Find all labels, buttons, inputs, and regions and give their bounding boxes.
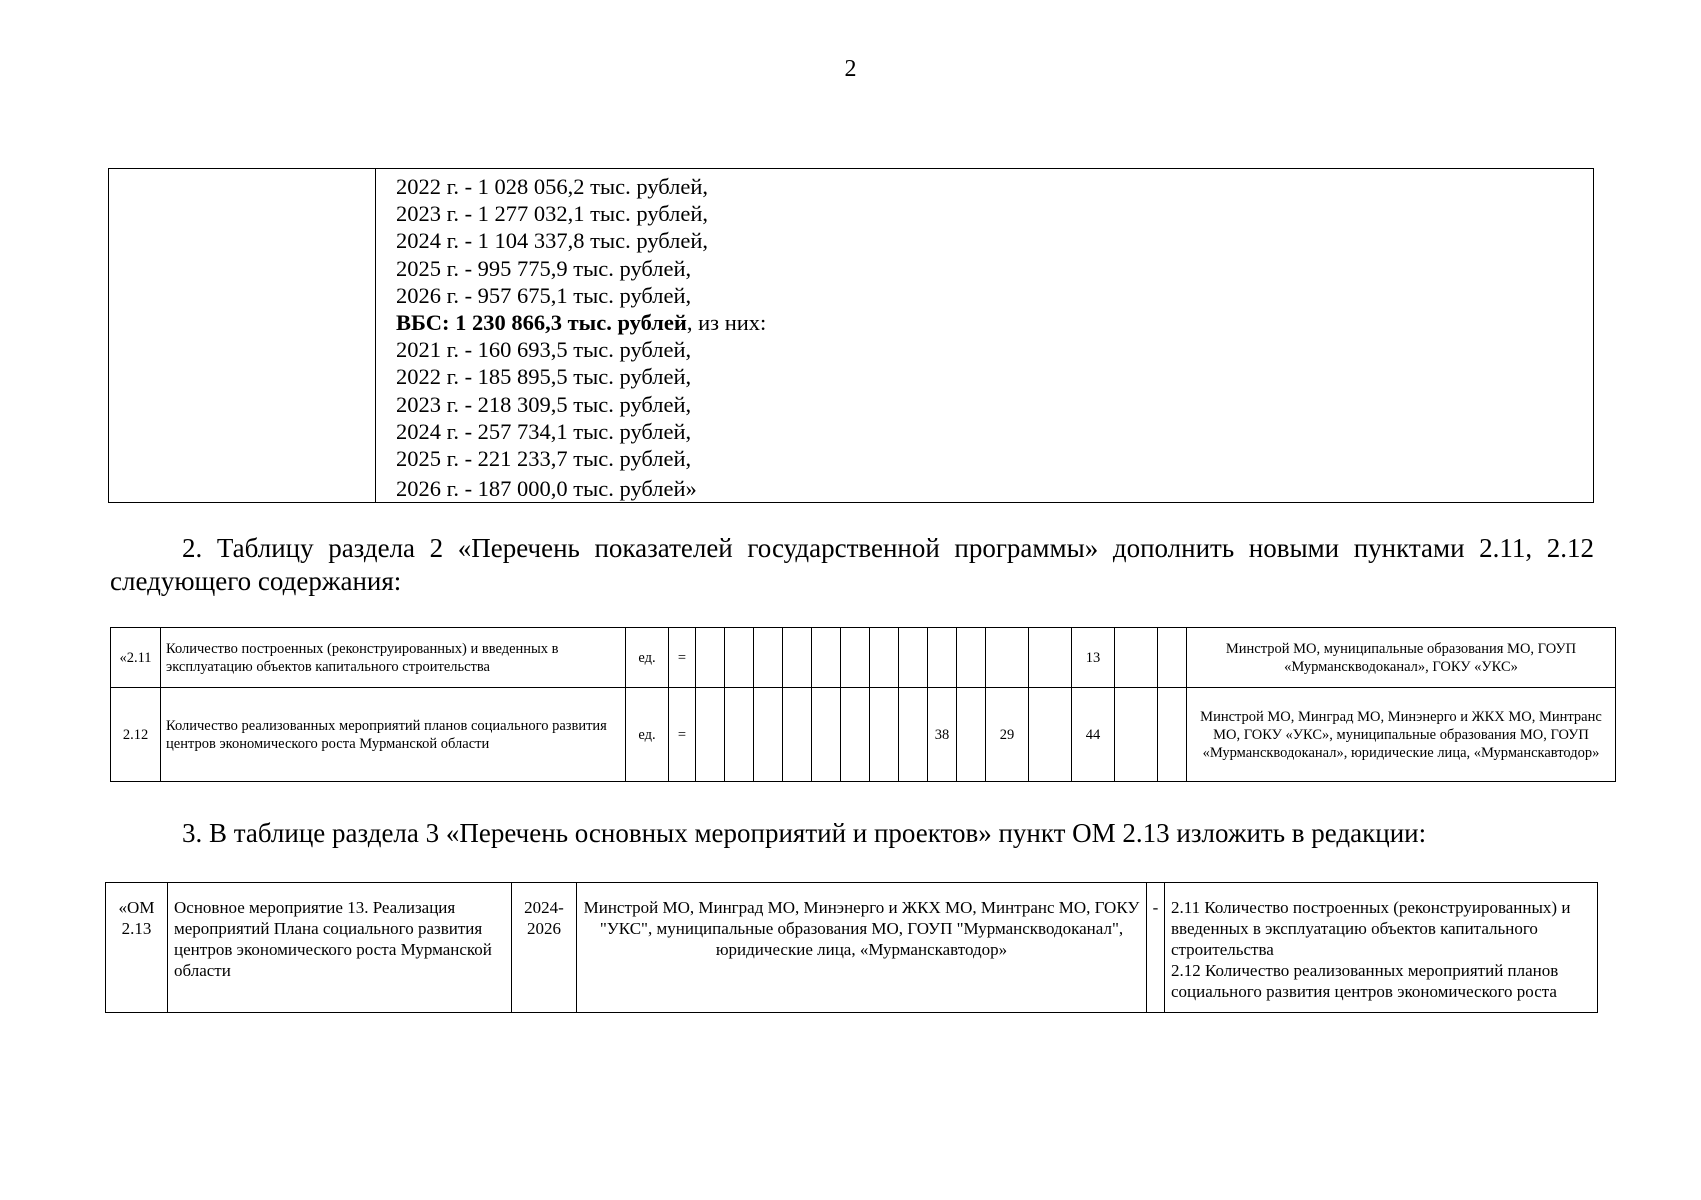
page-number: 2 [844,56,857,82]
funding-line: 2022 г. - 1 028 056,2 тыс. рублей, [396,174,709,199]
vbs-line: 2025 г. - 221 233,7 тыс. рублей, [396,446,692,472]
paragraph-3: 3. В таблице раздела 3 «Перечень основных мероприятий и проектов» пункт ОМ 2.13 изложить в редакции: [182,818,1427,848]
vbs-line: 2024 г. - 257 734,1 тыс. рублей, [396,418,692,444]
measure-executors: Минстрой МО, Минград МО, Минэнерго и ЖКХ МО, Минтранс МО, ГОКУ "УКС", муниципальные образования МО, ГОУП "Мурманскводоканал", юридические лица, «Мурманскавтодор» [577,883,1147,1013]
value-cell [870,688,899,782]
value-cell [725,688,754,782]
value-cell: 38 [928,688,957,782]
vbs-total-suffix: , из них: [686,310,767,336]
value-cell [928,628,957,688]
measure-indicators [1165,883,1598,1013]
value-cell [754,688,783,782]
funding-line: 2026 г. - 957 675,1 тыс. рублей, [396,282,692,308]
direction: = [669,628,696,688]
value-cell [1029,688,1072,782]
unit: ед. [626,688,669,782]
value-cell [957,628,986,688]
paragraph-2: 2. Таблицу раздела 2 «Перечень показателей государственной программы» дополнить новыми пунктами 2.11, 2.12 следующего содержания: [110,533,1594,596]
indicator-name: Количество реализованных мероприятий планов социального развития центров экономического роста Мурманской области [161,688,626,782]
value-cell [899,628,928,688]
value-cell [812,688,841,782]
executors: Минстрой МО, муниципальные образования МО, ГОУП «Мурманскводоканал», ГОКУ «УКС» [1187,628,1616,688]
value-cell [1115,688,1158,782]
value-cell [986,628,1029,688]
measure-dash: - [1147,883,1165,1013]
value-cell [870,628,899,688]
unit: ед. [626,628,669,688]
funding-line: 2024 г. - 1 104 337,8 тыс. рублей, [396,228,709,254]
table-row [111,628,1616,688]
measure-name: Основное мероприятие 13. Реализация мероприятий Плана социального развития центров экономического роста Мурманской области [168,883,512,1013]
vbs-line: 2023 г. - 218 309,5 тыс. рублей, [396,391,692,417]
indicator-link: 2.11 Количество построенных (реконструированных) и введенных в эксплуатацию объектов капитального строительства [1171,898,1571,959]
value-cell [957,688,986,782]
value-cell [783,628,812,688]
row-number: 2.12 [111,688,161,782]
vbs-total-line [396,309,1593,336]
measure-number: «ОМ 2.13 [106,883,168,1013]
table-row [111,688,1616,782]
value-cell [1115,628,1158,688]
value-cell [1029,628,1072,688]
funding-values-cell [376,169,1594,503]
funding-line: 2023 г. - 1 277 032,1 тыс. рублей, [396,201,709,227]
value-cell [783,688,812,782]
value-cell: 13 [1072,628,1115,688]
value-cell [696,688,725,782]
funding-table [108,168,1594,503]
measure-period: 2024-2026 [512,883,577,1013]
value-cell: 29 [986,688,1029,782]
indicators-table [110,627,1616,782]
value-cell: 44 [1072,688,1115,782]
vbs-line: 2026 г. - 187 000,0 тыс. рублей» [396,476,697,502]
funding-label-cell [109,169,376,503]
value-cell [1158,628,1187,688]
funding-line: 2025 г. - 995 775,9 тыс. рублей, [396,255,692,281]
value-cell [696,628,725,688]
executors: Минстрой МО, Минград МО, Минэнерго и ЖКХ МО, Минтранс МО, ГОКУ «УКС», муниципальные образования МО, ГОУП «Мурманскводоканал», юридические лица, «Мурманскавтодор» [1187,688,1616,782]
value-cell [841,628,870,688]
vbs-line: 2022 г. - 185 895,5 тыс. рублей, [396,364,692,390]
value-cell [754,628,783,688]
indicator-name: Количество построенных (реконструированных) и введенных в эксплуатацию объектов капитального строительства [161,628,626,688]
table-row [106,883,1598,1013]
vbs-total: ВБС: 1 230 866,3 тыс. рублей [396,310,687,336]
row-number: «2.11 [111,628,161,688]
indicator-link: 2.12 Количество реализованных мероприятий планов социального развития центров экономического роста [1171,961,1559,1001]
vbs-line: 2021 г. - 160 693,5 тыс. рублей, [396,337,692,363]
value-cell [725,628,754,688]
value-cell [812,628,841,688]
value-cell [841,688,870,782]
value-cell [1158,688,1187,782]
value-cell [899,688,928,782]
direction: = [669,688,696,782]
measures-table [105,882,1598,1013]
